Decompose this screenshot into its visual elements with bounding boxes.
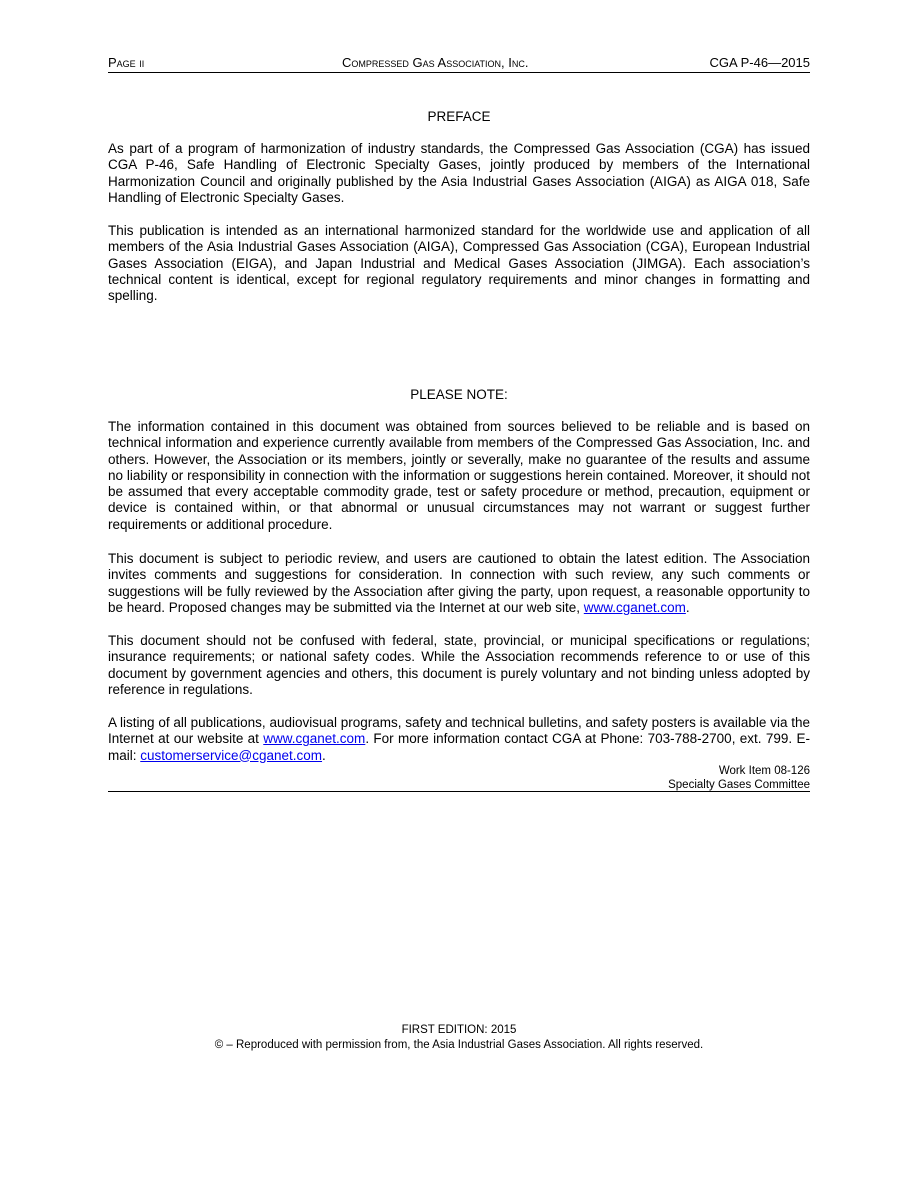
please-note-heading: PLEASE NOTE:	[410, 387, 508, 402]
note-paragraph-3: This document should not be confused with federal, state, provincial, or municipal specifications or regulations; insurance requirements; or national safety codes. While the Association recommends reference to or use of this document by government agencies and others, this document is purely voluntary and not binding unless adopted by reference in regulations.	[108, 633, 810, 697]
note-paragraph-4-text-2: . For more information contact CGA at Phone: 703-788-2700, ext. 799. E-mail:	[108, 731, 810, 763]
work-item-number: Work Item 08-126	[718, 765, 810, 777]
work-item-divider	[108, 791, 810, 792]
publisher-name: Compressed Gas Association, Inc.	[342, 55, 529, 70]
cganet-link[interactable]: www.cganet.com	[583, 599, 686, 615]
note-paragraph-2-end: .	[685, 599, 690, 615]
note-paragraph-2	[108, 551, 810, 616]
note-paragraph-4-end: .	[322, 747, 326, 763]
document-page	[108, 0, 810, 1188]
committee-name: Specialty Gases Committee	[668, 779, 810, 791]
note-paragraph-4-text-1: A listing of all publications, audiovisual programs, safety and technical bulletins, and safety posters is available via the Internet at our website at	[108, 715, 810, 747]
note-paragraph-2-text: This document is subject to periodic review, and users are cautioned to obtain the latest edition. The Association invites comments and suggestions for consideration. In connection with such review, any such comments or suggestions will be fully reviewed by the Association after giving the party, upon request, a reasonable opportunity to be heard. Proposed changes may be submitted via the Internet at our web site,	[108, 551, 810, 615]
running-header	[108, 55, 810, 73]
edition-label: FIRST EDITION: 2015	[401, 1024, 517, 1036]
preface-heading: PREFACE	[427, 109, 491, 124]
note-paragraph-4	[108, 715, 810, 764]
note-paragraph-1: The information contained in this document was obtained from sources believed to be reliable and is based on technical information and experience currently available from members of the Compressed Gas Association, Inc. and others. However, the Association or its members, jointly or severally, make no guarantee of the results and assume no liability or responsibility in connection with the information or suggestions herein contained. Moreover, it should not be assumed that every acceptable commodity grade, test or safety procedure or method, precaution, equipment or device is contained within, or that abnormal or unusual circumstances may not warrant or suggest further requirements or additional procedure.	[108, 419, 810, 532]
document-id: CGA P-46—2015	[709, 55, 810, 70]
preface-paragraph-1: As part of a program of harmonization of industry standards, the Compressed Gas Association (CGA) has issued CGA P-46, Safe Handling of Electronic Specialty Gases, jointly produced by members of the International Harmonization Council and originally published by the Asia Industrial Gases Association (AIGA) as AIGA 018, Safe Handling of Electronic Specialty Gases.	[108, 141, 810, 205]
customer-service-email-link[interactable]: customerservice@cganet.com	[140, 747, 323, 763]
cganet-website-link[interactable]: www.cganet.com	[263, 731, 366, 747]
copyright-notice: © – Reproduced with permission from, the Asia Industrial Gases Association. All rights reserved.	[214, 1039, 704, 1051]
page-number: Page ii	[108, 55, 145, 70]
preface-paragraph-2: This publication is intended as an international harmonized standard for the worldwide use and application of all members of the Asia Industrial Gases Association (AIGA), Compressed Gas Association (CGA), European Industrial Gases Association (EIGA), and Japan Industrial and Medical Gases Association (JIMGA). Each association’s technical content is identical, except for regional regulatory requirements and minor changes in formatting and spelling.	[108, 223, 810, 304]
